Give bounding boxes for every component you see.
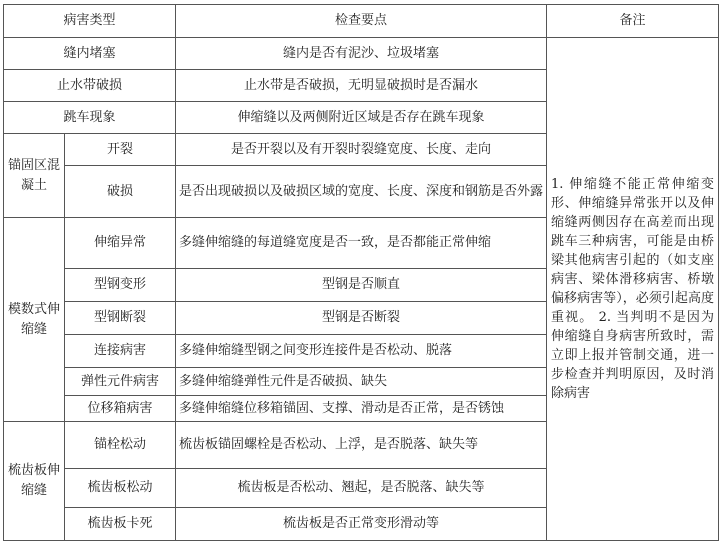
row-type: 梳齿板松动	[65, 469, 176, 508]
inspection-table	[3, 4, 719, 541]
header-notes: 备注	[547, 5, 719, 38]
row-type: 连接病害	[65, 335, 176, 368]
row-type: 位移箱病害	[65, 396, 176, 422]
row-type: 锚栓松动	[65, 422, 176, 469]
row-point: 型钢是否顺直	[176, 269, 547, 302]
row-point: 型钢是否断裂	[176, 302, 547, 335]
row-type: 止水带破损	[4, 70, 176, 102]
category-comb: 梳齿板伸缩缝	[4, 422, 65, 541]
row-point: 止水带是否破损，无明显破损时是否漏水	[176, 70, 547, 102]
category-anchor: 锚固区混凝土	[4, 134, 65, 218]
header-type: 病害类型	[4, 5, 176, 38]
row-type: 开裂	[65, 134, 176, 166]
row-point: 梳齿板是否正常变形滑动等	[176, 508, 547, 541]
row-point: 多缝伸缩缝位移箱锚固、支撑、滑动是否正常，是否锈蚀	[176, 396, 547, 422]
table-row	[4, 38, 719, 70]
row-point: 多缝伸缩缝型钢之间变形连接件是否松动、脱落	[176, 335, 547, 368]
row-type: 缝内堵塞	[4, 38, 176, 70]
row-type: 型钢断裂	[65, 302, 176, 335]
row-point: 缝内是否有泥沙、垃圾堵塞	[176, 38, 547, 70]
row-type: 弹性元件病害	[65, 368, 176, 396]
row-point: 梳齿板锚固螺栓是否松动、上浮，是否脱落、缺失等	[176, 422, 547, 469]
row-point: 多缝伸缩缝的每道缝宽度是否一致，是否都能正常伸缩	[176, 218, 547, 269]
row-type: 伸缩异常	[65, 218, 176, 269]
notes-cell: 1. 伸缩缝不能正常伸缩变形、伸缩缝异常张开以及伸缩缝两侧因存在高差而出现跳车三种病害，可能是由桥梁其他病害引起的（如支座病害、梁体滑移病害、桥墩偏移病害等），必须引起高度重视。 2. 当判明不是因为伸缩缝自身病害所致时，需立即上报并管制交通，进一步检查并判明原因，及时消除病害	[547, 38, 719, 541]
row-type: 梳齿板卡死	[65, 508, 176, 541]
row-type: 跳车现象	[4, 102, 176, 134]
header-row	[4, 5, 719, 38]
row-point: 伸缩缝以及两侧附近区域是否存在跳车现象	[176, 102, 547, 134]
category-modular: 模数式伸缩缝	[4, 218, 65, 422]
row-type: 型钢变形	[65, 269, 176, 302]
row-point: 多缝伸缩缝弹性元件是否破损、缺失	[176, 368, 547, 396]
row-point: 是否开裂以及有开裂时裂缝宽度、长度、走向	[176, 134, 547, 166]
row-type: 破损	[65, 166, 176, 218]
row-point: 梳齿板是否松动、翘起，是否脱落、缺失等	[176, 469, 547, 508]
row-point: 是否出现破损以及破损区域的宽度、长度、深度和钢筋是否外露	[176, 166, 547, 218]
header-points: 检查要点	[176, 5, 547, 38]
